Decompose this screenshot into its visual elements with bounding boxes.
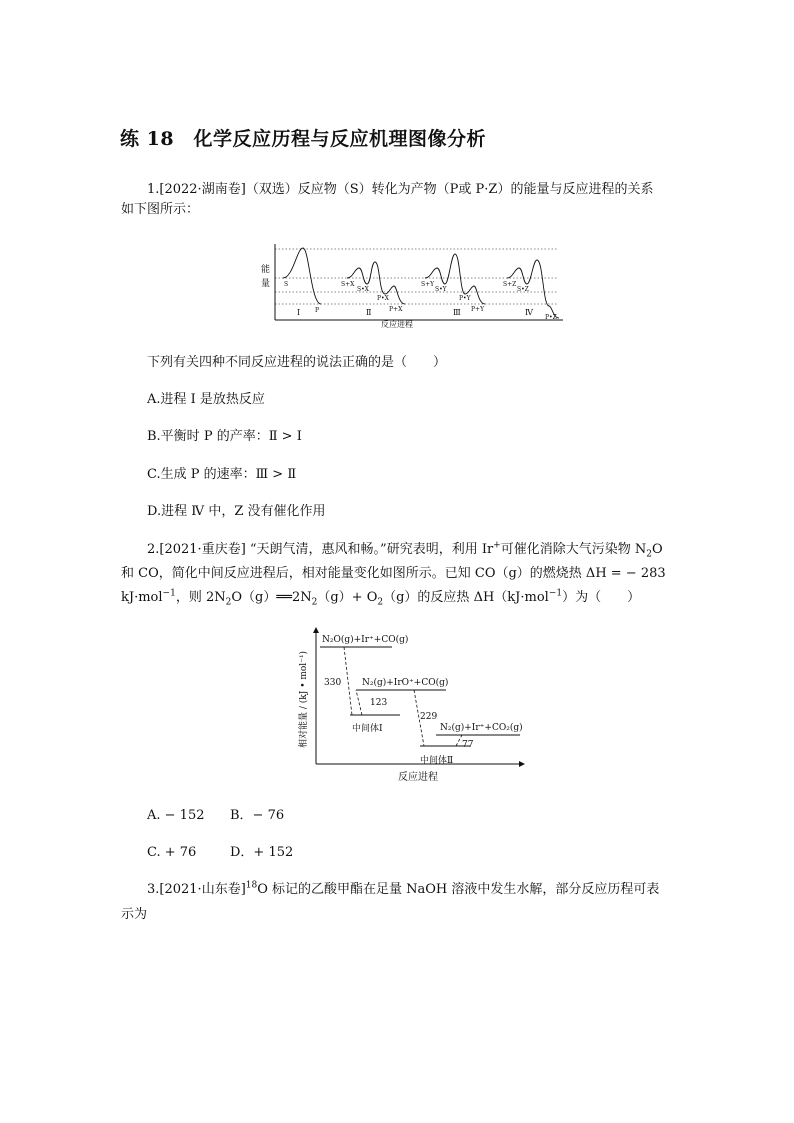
q1-option-c: C.生成 P 的速率：Ⅲ > Ⅱ [147,467,297,482]
q2-mid1-label: 中间体Ⅰ [352,724,383,734]
q2-ylabel: 相对能量 / (kJ • mol⁻¹) [299,650,309,748]
q1-label-s-y: S•Y [435,286,447,293]
q1-line1: 1.[2022·湖南卷]（双选）反应物（S）转化为产物（P或 P·Z）的能量与反应进程的关系 [147,182,654,197]
q2-line2: 和 CO，简化中间反应进程后，相对能量变化如图所示。已知 CO（g）的燃烧热 ΔH = − 283 [121,566,666,581]
q2-value-229: 229 [420,712,438,722]
q1-label-s: S [284,281,289,288]
q2-energy-diagram [290,622,530,784]
q1-label-sx: S+X [341,281,355,288]
q1-label-p-z: P•Z [545,314,557,321]
q2-option-a: A. − 152 [147,808,205,823]
q2-level1-label: N₂O(g)+Ir⁺+CO(g) [322,635,409,645]
q1-label-p-x: P•X [377,295,389,302]
q2-level3-label: N₂(g)+Ir⁺+CO₂(g) [440,723,523,733]
page-title: 练 18 化学反应历程与反应机理图像分析 [120,128,487,150]
q1-energy-diagram [255,240,575,330]
q1-label-iii: Ⅲ [453,308,461,317]
q3-line2: 示为 [121,907,148,922]
q1-label-p: P [315,307,320,314]
q1-label-s-x: S•X [357,286,369,293]
q1-label-ii: Ⅱ [366,308,372,317]
q2-mid2-label: 中间体Ⅱ [420,756,454,766]
q1-ylabel-1: 能 [261,265,271,275]
q1-line2: 如下图所示： [121,202,200,217]
q2-option-c: C. + 76 [147,845,197,860]
q2-line1: 2.[2021·重庆卷] “天朗气清，惠风和畅。”研究表明，利用 Ir+可催化消除大气污染物 $N_2O$ [147,540,663,560]
q2-value-123: 123 [370,698,388,708]
q1-label-sz: S+Z [503,281,517,288]
q1-option-d: D.进程 Ⅳ 中，Z 没有催化作用 [147,504,326,519]
q1-label-p-y: P•Y [459,295,471,302]
q1-label-px: P+X [389,306,403,313]
q1-ylabel-2: 量 [261,279,271,289]
q1-option-b: B.平衡时 P 的产率：Ⅱ > Ⅰ [147,429,302,444]
q1-label-iv: Ⅳ [525,308,533,317]
q2-value-330: 330 [324,678,342,688]
q3-line1: 3.[2021·山东卷]$^{18}$O 标记的乙酸甲酯在足量 NaOH 溶液中发生水解，部分反应历程可表 [147,880,660,897]
q2-level2-label: N₂(g)+IrO⁺+CO(g) [362,678,449,688]
q1-label-py: P+Y [471,306,485,313]
q1-label-i: Ⅰ [297,308,301,317]
q2-option-d: D．+ 152 [230,845,294,860]
q2-value-77: 77 [462,740,474,750]
q2-xlabel: 反应进程 [398,772,438,783]
q2-option-b: B．− 76 [230,808,285,823]
q1-option-a: A.进程 Ⅰ 是放热反应 [147,392,265,407]
q1-xlabel: 反应进程 [381,320,413,329]
q1-label-sy: S+Y [421,281,435,288]
q2-line3: kJ·mol$^{-1}$，则 $2N_2O(g)══2N_2(g)+ O_2(g)$的反应热 ΔH（kJ·mol$^{-1}$）为（ ） [121,588,641,608]
q1-stem: 下列有关四种不同反应进程的说法正确的是（ ） [147,355,447,370]
q1-label-s-z: S•Z [517,286,529,293]
